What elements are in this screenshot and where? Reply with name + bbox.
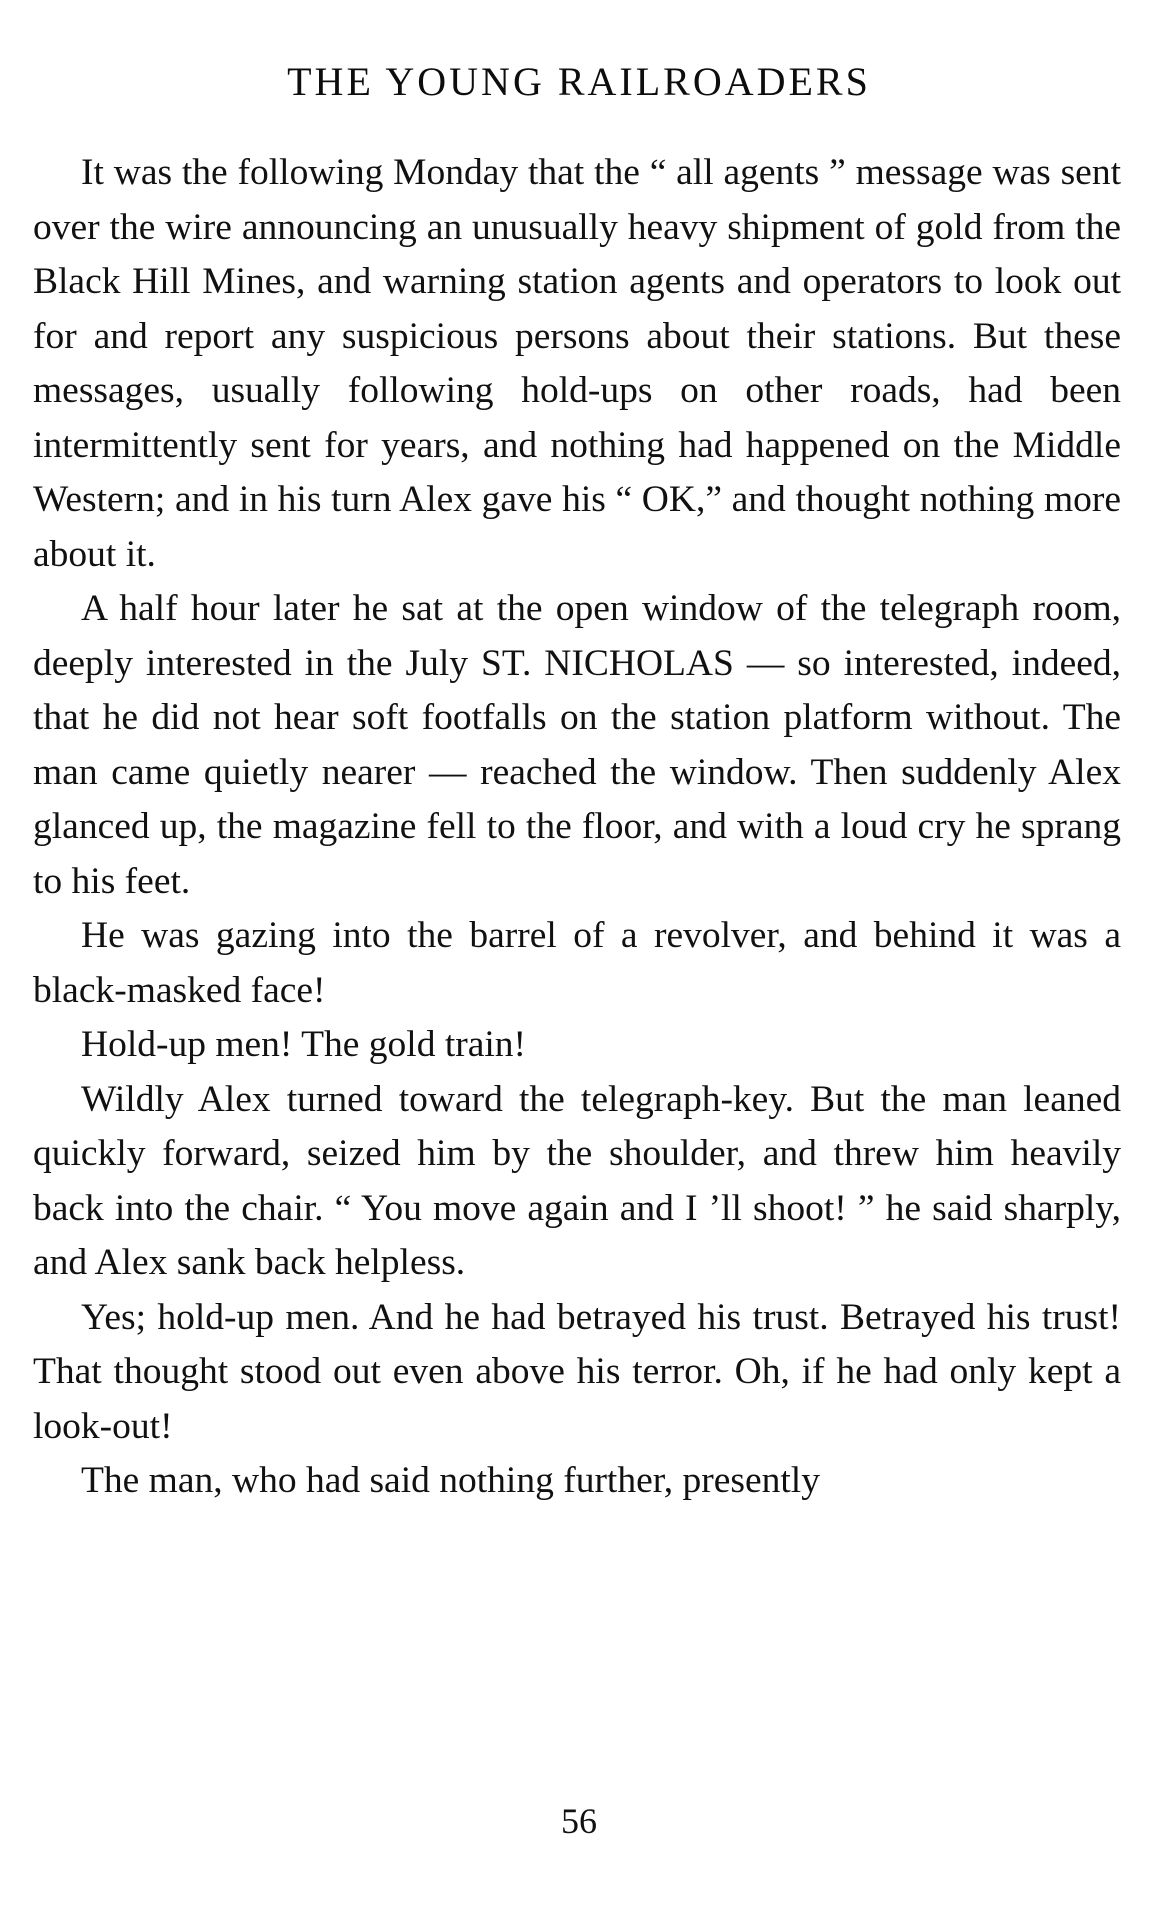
- paragraph: He was gazing into the barrel of a revolver, and behind it was a black-masked face!: [33, 915, 1121, 1011]
- running-head: THE YOUNG RAILROADERS: [287, 59, 871, 104]
- page-number: 56: [561, 1801, 597, 1841]
- paragraph: A half hour later he sat at the open window of the telegraph room, deeply interested in the July ST. NICHOLAS — so interested, indeed, that he did not hear soft footfalls on the station platform without. The man came quietly nearer — reached the window. Then suddenly Alex glanced up, the magazine fell to the floor, and with a loud cry he sprang to his feet.: [33, 588, 1121, 902]
- paragraph: It was the following Monday that the “ all agents ” message was sent over the wire announcing an unusually heavy shipment of gold from the Black Hill Mines, and warning station agents and operators to look out for and report any suspicious persons about their stations. But these messages, usually following hold-ups on other roads, had been intermittently sent for years, and nothing had happened on the Middle Western; and in his turn Alex gave his “ OK,” and thought nothing more about it.: [33, 152, 1121, 575]
- paragraph: Wildly Alex turned toward the telegraph-key. But the man leaned quickly forward, seized him by the shoulder, and threw him heavily back into the chair. “ You move again and I ’ll shoot! ” he said sharply, and Alex sank back helpless.: [33, 1078, 1121, 1283]
- paragraph: Yes; hold-up men. And he had betrayed his trust. Betrayed his trust! That thought stood out even above his terror. Oh, if he had only kept a look-out!: [33, 1296, 1121, 1447]
- paragraph: The man, who had said nothing further, presently: [81, 1460, 820, 1501]
- page-body: [33, 146, 1121, 1509]
- paragraph: Hold-up men! The gold train!: [81, 1024, 527, 1065]
